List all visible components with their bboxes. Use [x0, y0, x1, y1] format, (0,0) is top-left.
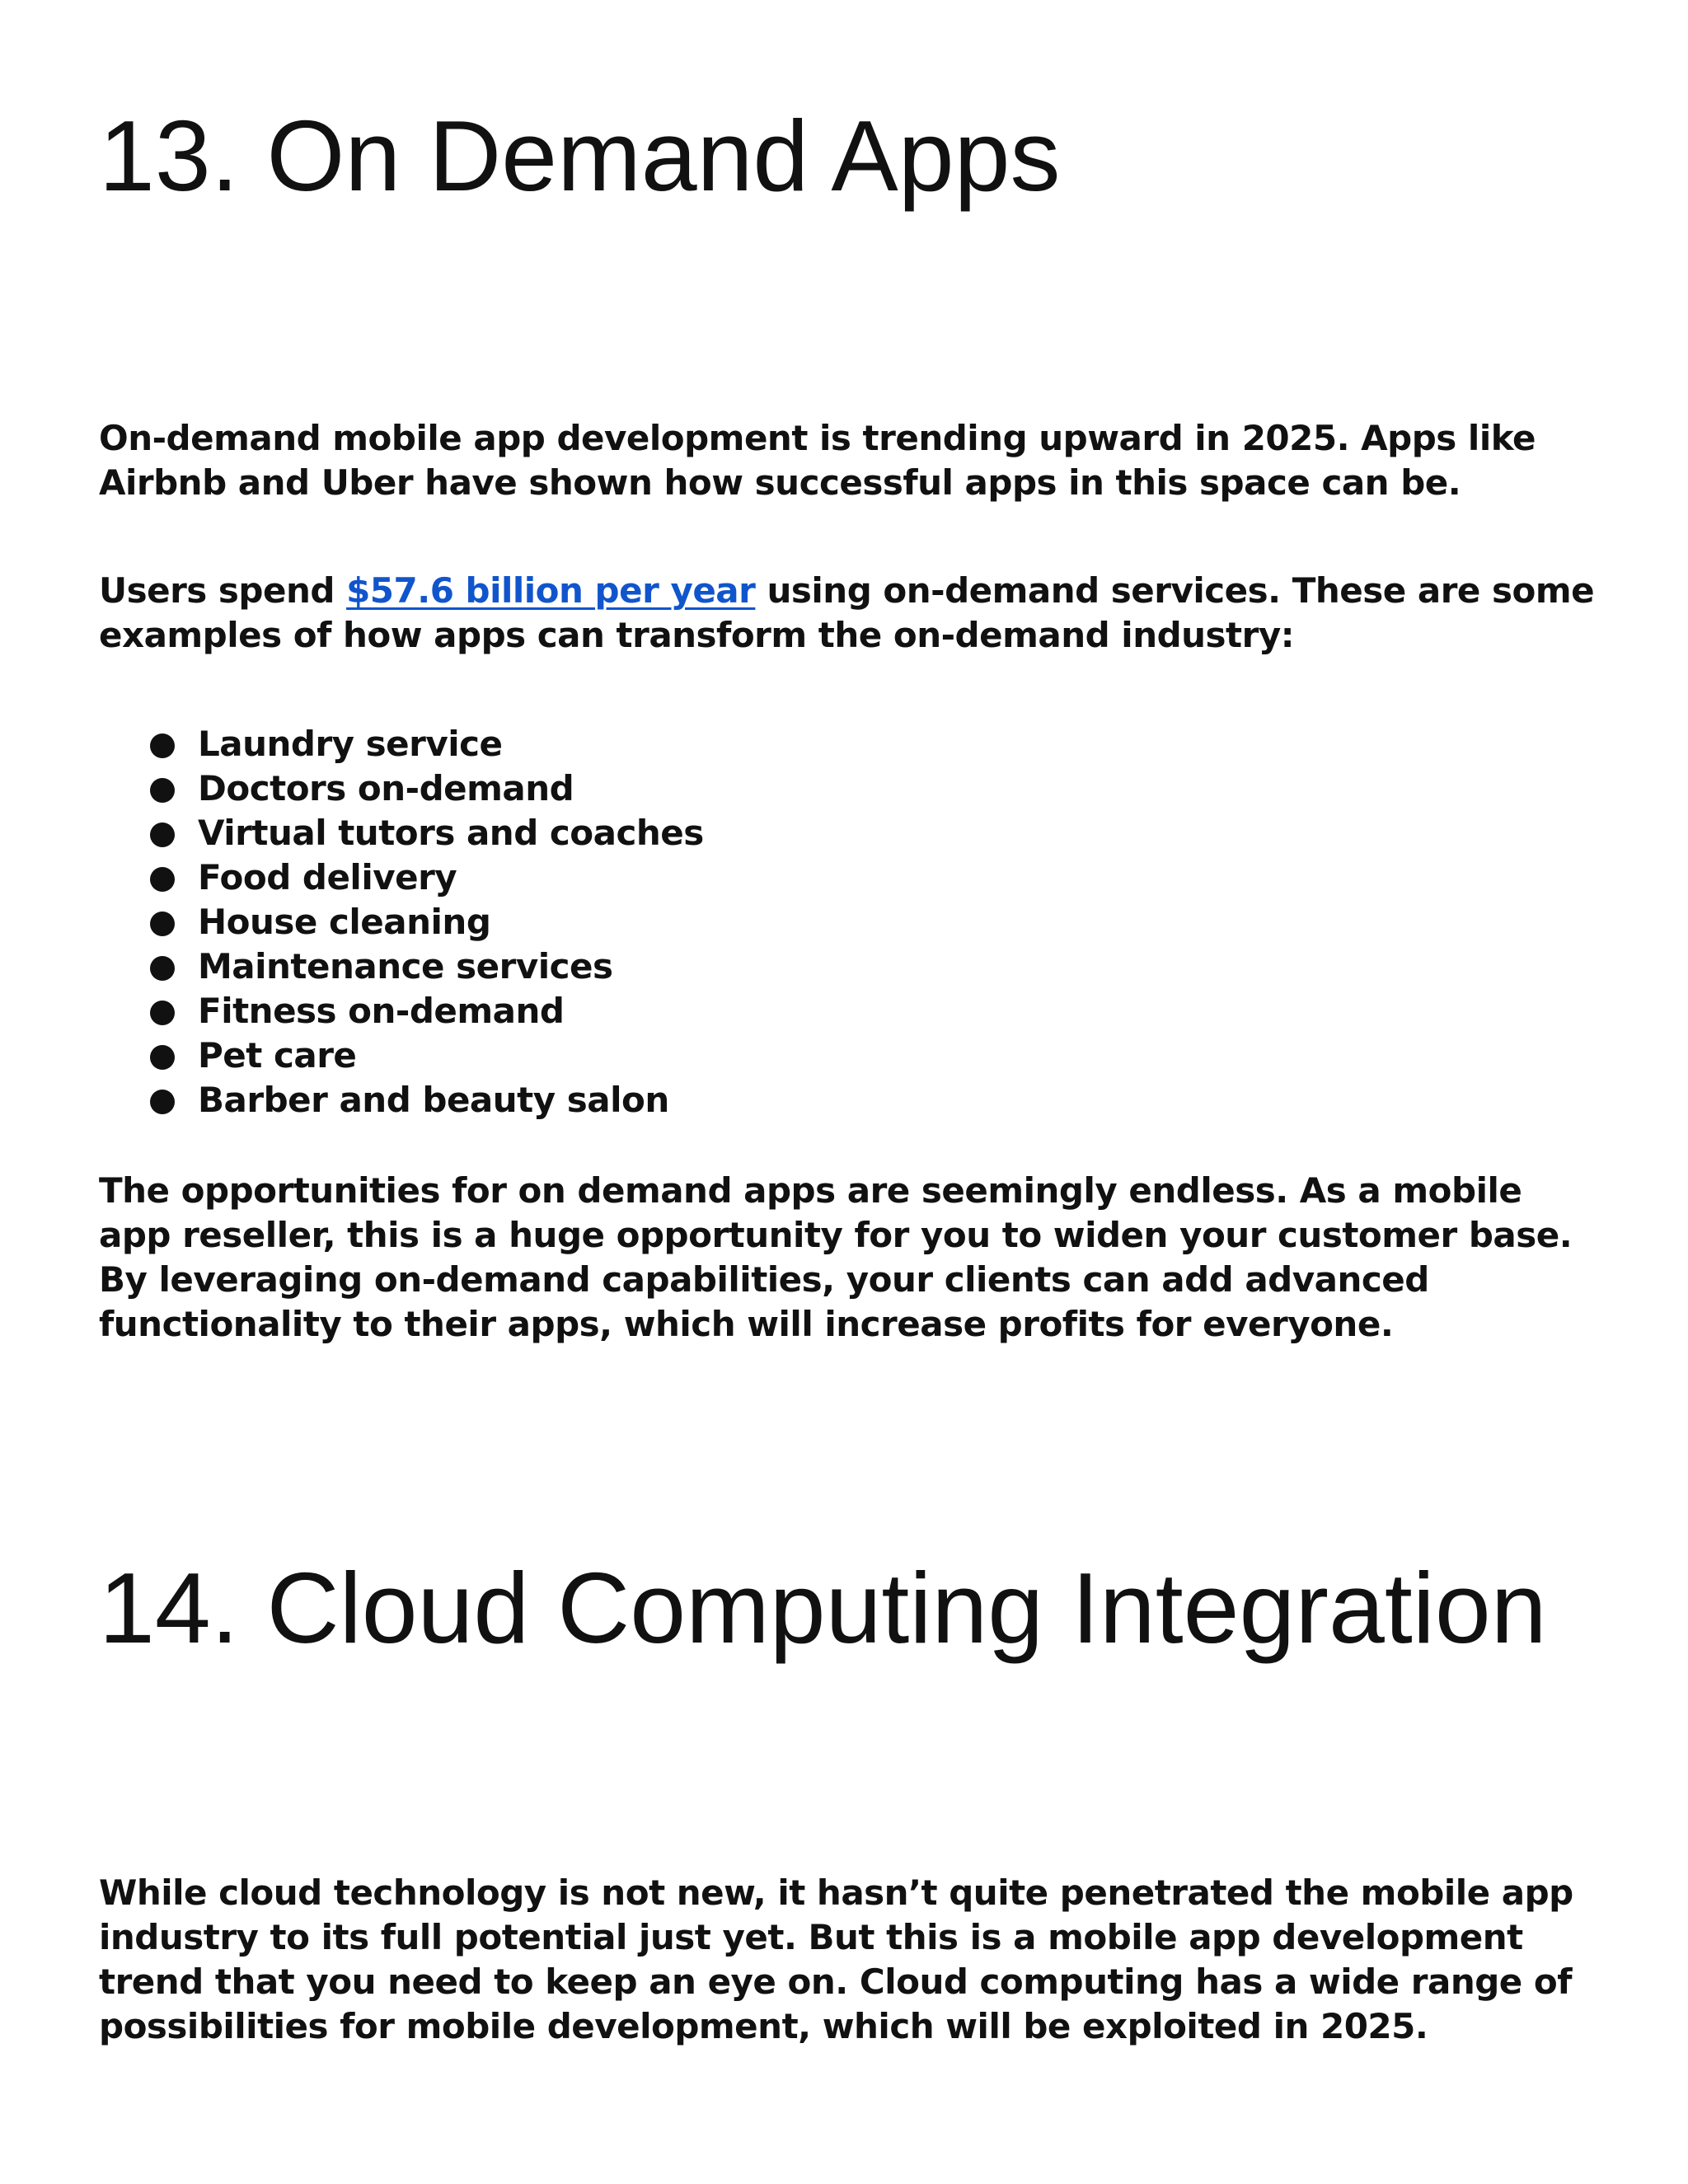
section-14-intro: While cloud technology is not new, it hasn’t quite penetrated the mobile app industry to its full potential just yet. But this is a mobile app development trend that you need to keep an eye on. Cloud computing has a wide range of possibilities for mobile development, which will be exploited in 2025.	[99, 1872, 1573, 2046]
list-item: Laundry service	[150, 722, 704, 766]
bullet-icon	[150, 912, 175, 936]
list-item: Fitness on-demand	[150, 989, 704, 1033]
list-item: Doctors on-demand	[150, 766, 704, 811]
bullet-icon	[150, 778, 175, 803]
bullet-icon	[150, 823, 175, 847]
section-13-heading: 13. On Demand Apps	[99, 100, 1061, 212]
section-13-intro: On-demand mobile app development is trending upward in 2025. Apps like Airbnb and Uber have shown how successful apps in this space can be.	[99, 418, 1536, 503]
bullet-icon	[150, 1001, 175, 1025]
list-item: Barber and beauty salon	[150, 1078, 704, 1122]
list-item: Pet care	[150, 1033, 704, 1078]
bullet-icon	[150, 956, 175, 981]
on-demand-examples-list	[150, 722, 704, 1122]
list-item: Maintenance services	[150, 944, 704, 989]
bullet-icon	[150, 867, 175, 892]
bullet-icon	[150, 1090, 175, 1114]
spend-suffix: using on-demand services. These are some examples of how apps can transform the on-demand industry:	[99, 570, 1595, 655]
list-item: House cleaning	[150, 900, 704, 944]
section-13-closing: The opportunities for on demand apps are seemingly endless. As a mobile app reseller, this is a huge opportunity for you to widen your customer base. By leveraging on-demand capabilities, your clients can add advanced functionality to their apps, which will increase profits for everyone.	[99, 1170, 1573, 1344]
list-item: Food delivery	[150, 855, 704, 900]
bullet-icon	[150, 733, 175, 758]
section-13-spend-paragraph	[99, 569, 1599, 658]
section-14-heading: 14. Cloud Computing Integration	[99, 1552, 1547, 1664]
list-item: Virtual tutors and coaches	[150, 811, 704, 855]
spend-statistic-link[interactable]: $57.6 billion per year	[346, 570, 756, 611]
bullet-icon	[150, 1045, 175, 1070]
spend-prefix: Users spend	[99, 570, 347, 611]
